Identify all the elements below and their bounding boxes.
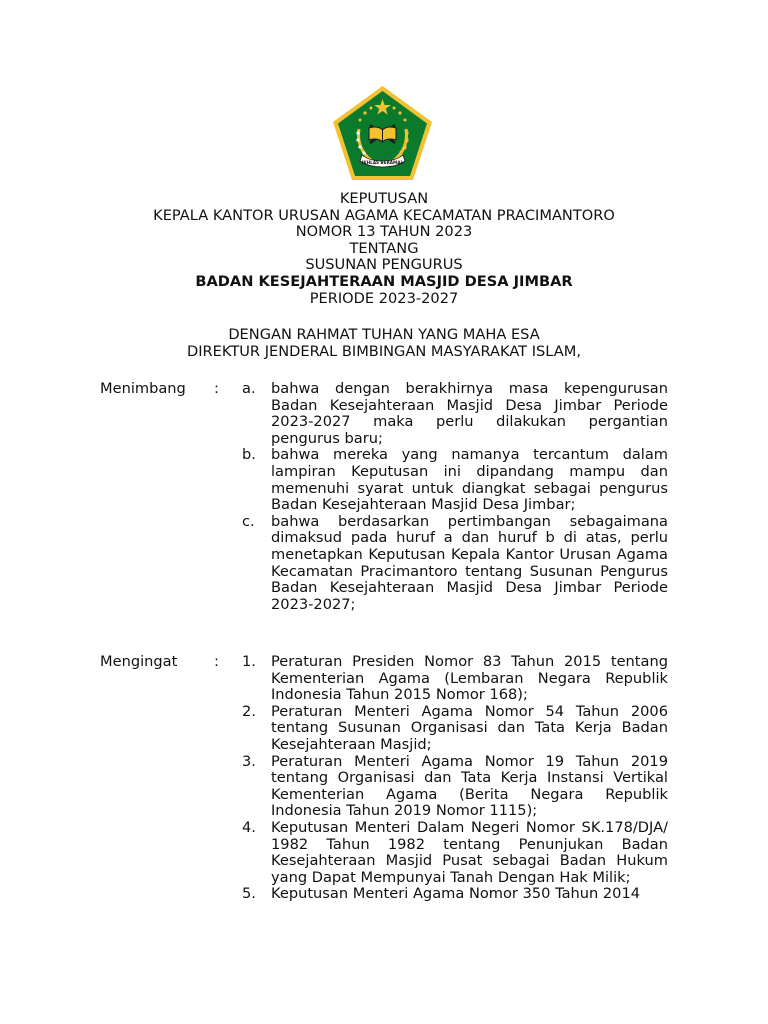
item-marker: 3.	[242, 752, 256, 770]
item-text: Keputusan Menteri Agama Nomor 350 Tahun 2014	[271, 885, 641, 903]
heading-line: PERIODE 2023-2027	[309, 289, 459, 307]
list-item	[0, 754, 768, 820]
list-item	[0, 820, 768, 886]
list-item	[0, 704, 768, 754]
section-colon: :	[214, 380, 219, 397]
item-marker: b.	[242, 446, 256, 464]
item-text: Peraturan Menteri Agama Nomor 54 Tahun 2006 tentang Susunan Organisasi dan Tata Kerja Badan Kesejahteraan Masjid;	[271, 702, 668, 753]
heading-line: KEPALA KANTOR URUSAN AGAMA KECAMATAN PRACIMANTORO	[153, 206, 615, 224]
item-text: bahwa berdasarkan pertimbangan sebagaimana dimaksud pada huruf a dan huruf b di atas, perlu menetapkan Keputusan Kepala Kantor Urusan Agama Kecamatan Pracimantoro tentang Susunan Pengurus Badan Kesejahteraan Masjid Desa Jimbar Periode 2023-2027;	[271, 512, 668, 613]
list-item	[0, 381, 768, 447]
item-text: bahwa mereka yang namanya tercantum dalam lampiran Keputusan ini dipandang mampu dan memenuhi syarat untuk diangkat sebagai pengurus Badan Kesejahteraan Masjid Desa Jimbar;	[271, 446, 668, 514]
decree-heading	[0, 191, 768, 307]
item-marker: 4.	[242, 818, 256, 836]
list-item	[0, 654, 768, 704]
kementerian-agama-emblem	[332, 85, 433, 181]
opening-line: DIREKTUR JENDERAL BIMBINGAN MASYARAKAT ISLAM,	[186, 343, 581, 360]
opening-line: DENGAN RAHMAT TUHAN YANG MAHA ESA	[228, 326, 540, 343]
heading-title-bold: BADAN KESEJAHTERAAN MASJID DESA JIMBAR	[195, 272, 573, 290]
section-label: Menimbang	[100, 380, 186, 397]
item-marker: 1.	[242, 653, 256, 670]
section-colon: :	[214, 653, 219, 670]
item-marker: a.	[242, 380, 256, 397]
list-item	[0, 514, 768, 614]
item-marker: c.	[242, 512, 255, 530]
list-item	[0, 447, 768, 513]
heading-line: NOMOR 13 TAHUN 2023	[295, 223, 473, 241]
list-item	[0, 886, 768, 903]
item-marker: 5.	[242, 885, 256, 903]
emblem-banner-text: IKHLAS BERAMAL	[361, 160, 404, 165]
considerations-list	[0, 381, 768, 613]
item-text: bahwa dengan berakhirnya masa kepengurusan Badan Kesejahteraan Masjid Desa Jimbar Periode 2023-2027 maka perlu dilakukan pergantian pengurus baru;	[271, 380, 668, 447]
item-marker: 2.	[242, 702, 256, 720]
legal-basis-list	[0, 654, 768, 903]
section-label: Mengingat	[100, 653, 178, 670]
heading-line: TENTANG	[349, 239, 419, 257]
item-text: Peraturan Menteri Agama Nomor 19 Tahun 2019 tentang Organisasi dan Tata Kerja Instansi Vertikal Kementerian Agama (Berita Negara Republik Indonesia Tahun 2019 Nomor 1115);	[271, 752, 668, 820]
item-text: Keputusan Menteri Dalam Negeri Nomor SK.178/DJA/ 1982 Tahun 1982 tentang Penunjukan Badan Kesejahteraan Masjid Pusat sebagai Badan Hukum yang Dapat Mempunyai Tanah Dengan Hak Milik;	[271, 818, 668, 886]
item-text: Peraturan Presiden Nomor 83 Tahun 2015 tentang Kementerian Agama (Lembaran Negara Republik Indonesia Tahun 2015 Nomor 168);	[271, 653, 668, 704]
opening-statement	[0, 326, 768, 360]
heading-line: SUSUNAN PENGURUS	[305, 256, 463, 274]
heading-line: KEPUTUSAN	[339, 190, 429, 207]
